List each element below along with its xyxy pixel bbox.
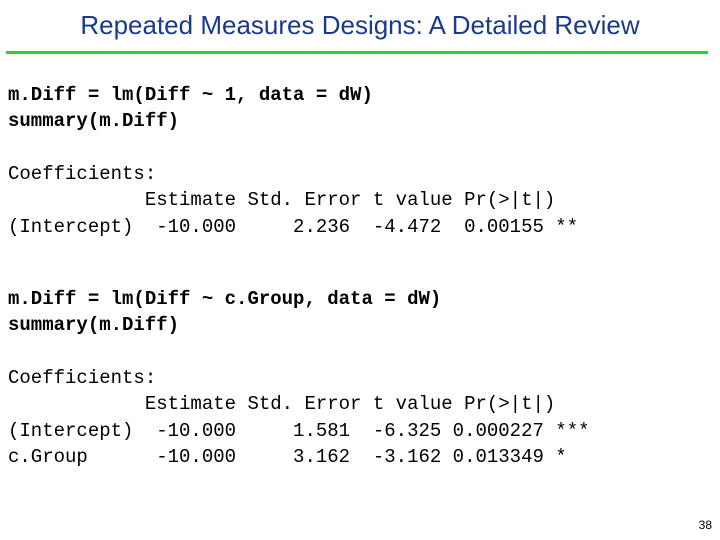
title-underline [6, 51, 708, 54]
r-code-block-1: m.Diff = lm(Diff ~ 1, data = dW) summary(m.Diff) [8, 84, 373, 133]
slide-title: Repeated Measures Designs: A Detailed Review [80, 10, 640, 40]
page-number: 38 [698, 518, 712, 532]
r-code-block-2: m.Diff = lm(Diff ~ c.Group, data = dW) summary(m.Diff) [8, 288, 442, 337]
r-output-block-2: Coefficients: Estimate Std. Error t value Pr(>|t|) (Intercept) -10.000 1.581 -6.325 0.000227 *** c.Group -10.000 3.162 -3.162 0.013349 * [8, 367, 590, 468]
r-output-block-1: Coefficients: Estimate Std. Error t value Pr(>|t|) (Intercept) -10.000 2.236 -4.472 0.00155 ** [8, 163, 579, 238]
